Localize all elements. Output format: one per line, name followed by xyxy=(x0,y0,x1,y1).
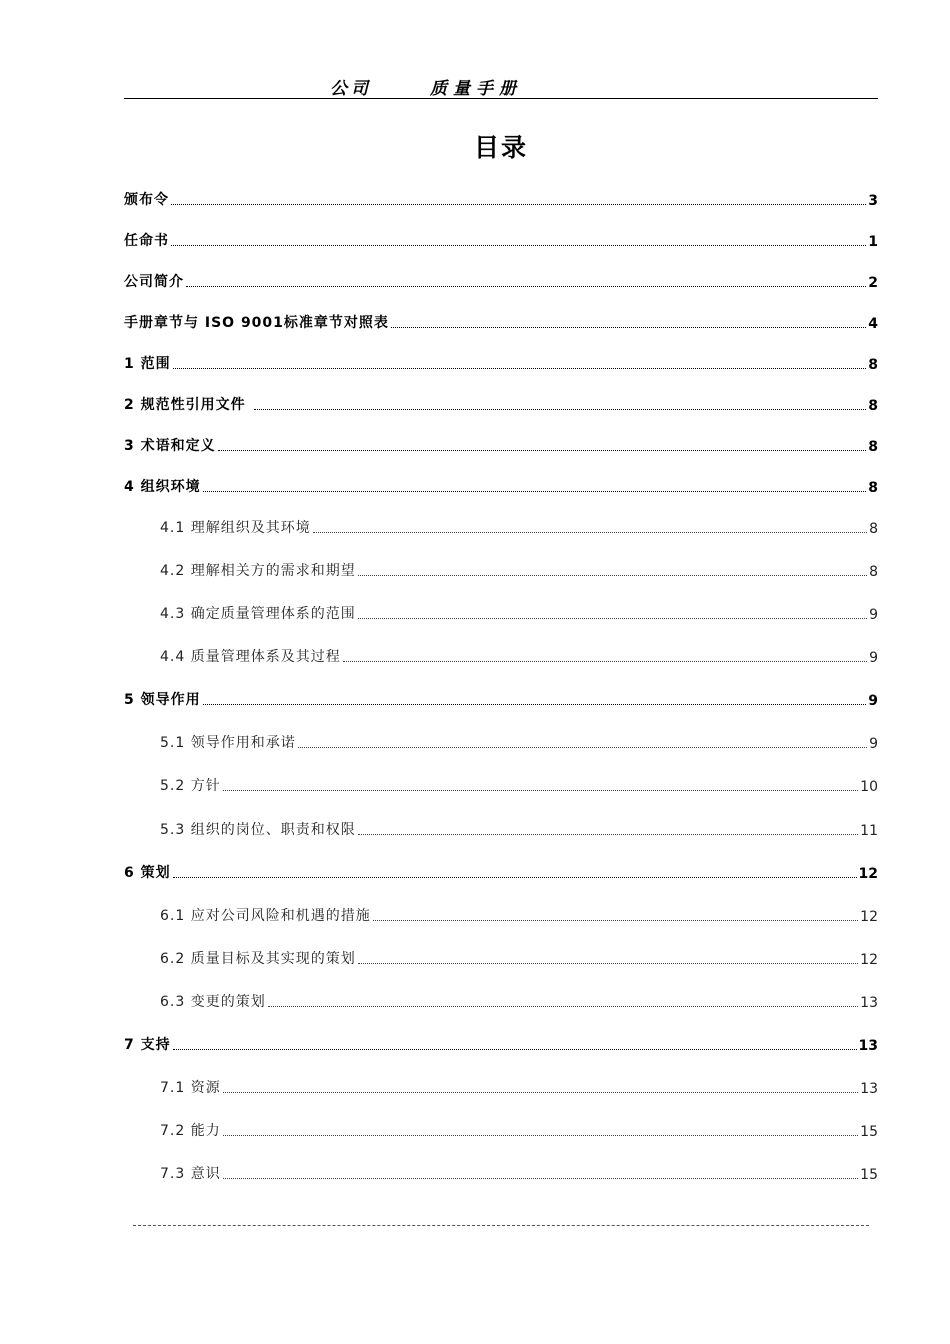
toc-dot-leader xyxy=(298,746,867,748)
toc-entry-title: 5.1 领导作用和承诺 xyxy=(160,735,296,751)
toc-entry-page-number: 13 xyxy=(860,1081,878,1097)
toc-subsection-entry[interactable] xyxy=(124,987,878,1011)
toc-entry-title: 5 领导作用 xyxy=(124,692,201,708)
toc-dot-leader xyxy=(223,1177,858,1179)
toc-dot-leader xyxy=(268,1005,858,1007)
toc-entry-page-number: 12 xyxy=(858,866,878,882)
toc-entry-page-number: 12 xyxy=(860,909,878,925)
toc-entry-title: 4 组织环境 xyxy=(124,479,201,495)
toc-dot-leader xyxy=(358,833,858,835)
toc-dot-leader xyxy=(173,876,857,878)
toc-dot-leader xyxy=(373,919,858,921)
toc-entry-page-number: 13 xyxy=(858,1038,878,1054)
toc-subsection-entry[interactable] xyxy=(124,556,878,580)
toc-entry-title: 任命书 xyxy=(124,233,169,249)
header-document-title: 质量手册 xyxy=(430,79,522,99)
header-company-name: 公司 xyxy=(330,79,372,99)
toc-entry-title: 手册章节与 ISO 9001标准章节对照表 xyxy=(124,315,389,331)
toc-section-entry[interactable] xyxy=(124,1030,878,1054)
toc-dot-leader xyxy=(254,408,867,410)
toc-subsection-entry[interactable] xyxy=(124,513,878,537)
toc-entry-title: 6.2 质量目标及其实现的策划 xyxy=(160,951,356,967)
toc-dot-leader xyxy=(173,1048,857,1050)
page-header xyxy=(124,70,878,99)
toc-dot-leader xyxy=(171,203,866,205)
toc-entry-title: 4.1 理解组织及其环境 xyxy=(160,520,311,536)
toc-entry-title: 7.2 能力 xyxy=(160,1123,221,1139)
toc-entry-page-number: 10 xyxy=(860,779,878,795)
toc-dot-leader xyxy=(171,244,866,246)
toc-dot-leader xyxy=(358,617,867,619)
toc-dot-leader xyxy=(391,326,866,328)
toc-entry-title: 公司简介 xyxy=(124,274,184,290)
toc-entry-page-number: 8 xyxy=(868,398,878,414)
toc-entry-page-number: 8 xyxy=(869,564,878,580)
toc-dot-leader xyxy=(218,449,867,451)
toc-dot-leader xyxy=(223,1134,858,1136)
toc-dot-leader xyxy=(313,531,867,533)
toc-entry-title: 5.2 方针 xyxy=(160,778,221,794)
toc-entry-title: 4.2 理解相关方的需求和期望 xyxy=(160,563,356,579)
toc-entry-title: 6.1 应对公司风险和机遇的措施 xyxy=(160,908,371,924)
toc-dot-leader xyxy=(203,703,867,705)
toc-entry-title: 7 支持 xyxy=(124,1037,171,1053)
toc-entry-title: 4.3 确定质量管理体系的范围 xyxy=(160,606,356,622)
toc-section-entry[interactable] xyxy=(124,185,878,209)
toc-entry-page-number: 1 xyxy=(868,234,878,250)
toc-section-entry[interactable] xyxy=(124,685,878,709)
toc-entry-page-number: 15 xyxy=(860,1167,878,1183)
toc-entry-page-number: 8 xyxy=(869,521,878,537)
toc-subsection-entry[interactable] xyxy=(124,815,878,839)
toc-section-entry[interactable] xyxy=(124,308,878,332)
toc-dot-leader xyxy=(358,574,867,576)
toc-entry-page-number: 9 xyxy=(869,736,878,752)
toc-entry-title: 7.1 资源 xyxy=(160,1080,221,1096)
toc-entry-title: 4.4 质量管理体系及其过程 xyxy=(160,649,341,665)
toc-entry-page-number: 2 xyxy=(868,275,878,291)
toc-title: 目录 xyxy=(473,133,528,162)
toc-entry-page-number: 11 xyxy=(860,823,878,839)
toc-section-entry[interactable] xyxy=(124,472,878,496)
toc-entry-page-number: 9 xyxy=(869,650,878,666)
toc-entry-page-number: 13 xyxy=(860,995,878,1011)
toc-entry-title: 2 规范性引用文件 xyxy=(124,397,252,413)
toc-entry-title: 3 术语和定义 xyxy=(124,438,216,454)
toc-entry-page-number: 8 xyxy=(868,480,878,496)
toc-entry-page-number: 15 xyxy=(860,1124,878,1140)
toc-subsection-entry[interactable] xyxy=(124,771,878,795)
toc-entry-page-number: 9 xyxy=(868,693,878,709)
toc-section-entry[interactable] xyxy=(124,431,878,455)
toc-entry-page-number: 3 xyxy=(868,193,878,209)
toc-subsection-entry[interactable] xyxy=(124,1159,878,1183)
toc-entry-title: 5.3 组织的岗位、职责和权限 xyxy=(160,822,356,838)
toc-entry-title: 7.3 意识 xyxy=(160,1166,221,1182)
toc-entry-page-number: 9 xyxy=(869,607,878,623)
toc-entry-title: 6.3 变更的策划 xyxy=(160,994,266,1010)
toc-subsection-entry[interactable] xyxy=(124,599,878,623)
toc-dot-leader xyxy=(203,490,867,492)
toc-entry-title: 颁布令 xyxy=(124,192,169,208)
toc-dot-leader xyxy=(223,1091,858,1093)
toc-subsection-entry[interactable] xyxy=(124,944,878,968)
toc-subsection-entry[interactable] xyxy=(124,901,878,925)
toc-section-entry[interactable] xyxy=(124,858,878,882)
toc-section-entry[interactable] xyxy=(124,390,878,414)
toc-entry-title: 1 范围 xyxy=(124,356,171,372)
toc-section-entry[interactable] xyxy=(124,267,878,291)
toc-dot-leader xyxy=(343,660,867,662)
toc-dot-leader xyxy=(173,367,867,369)
toc-subsection-entry[interactable] xyxy=(124,642,878,666)
toc-dot-leader xyxy=(223,789,858,791)
toc-subsection-entry[interactable] xyxy=(124,1073,878,1097)
toc-dot-leader xyxy=(358,962,858,964)
toc-dot-leader xyxy=(186,285,866,287)
toc-entry-page-number: 4 xyxy=(868,316,878,332)
toc-entry-page-number: 8 xyxy=(868,357,878,373)
toc-subsection-entry[interactable] xyxy=(124,1116,878,1140)
toc-section-entry[interactable] xyxy=(124,349,878,373)
toc-entry-page-number: 8 xyxy=(868,439,878,455)
toc-entry-page-number: 12 xyxy=(860,952,878,968)
footer-divider xyxy=(133,1225,869,1226)
toc-section-entry[interactable] xyxy=(124,226,878,250)
toc-subsection-entry[interactable] xyxy=(124,728,878,752)
toc-entry-title: 6 策划 xyxy=(124,865,171,881)
